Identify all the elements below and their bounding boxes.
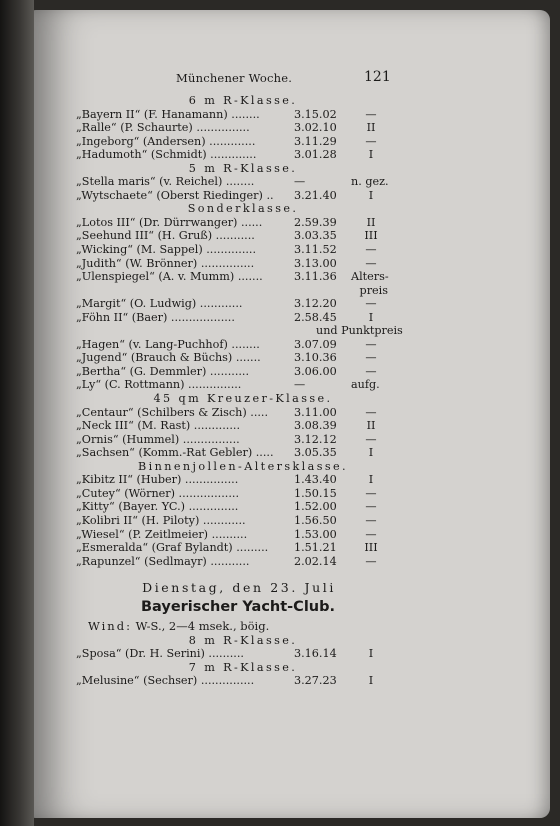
yacht-entry: „Ornis“ (Hummel) ................ xyxy=(76,432,240,446)
finish-time: 1.56.50 xyxy=(294,513,337,527)
result-row xyxy=(76,121,386,135)
result-row xyxy=(76,284,386,298)
result-row xyxy=(76,419,386,433)
yacht-entry: „Neck III“ (M. Rast) ............. xyxy=(76,419,241,433)
placing-mark: aufg. xyxy=(351,378,380,392)
result-row xyxy=(76,487,386,501)
result-row xyxy=(76,338,386,352)
finish-time: 1.43.40 xyxy=(294,473,337,487)
placing-mark: I xyxy=(368,647,374,661)
placing-mark: — xyxy=(365,500,377,514)
result-row xyxy=(76,297,386,311)
placing-mark: n. gez. xyxy=(351,175,389,189)
result-row xyxy=(76,324,403,338)
result-row xyxy=(76,175,389,189)
placing-mark: — xyxy=(365,405,377,419)
class-heading: Binnenjollen-Altersklasse. xyxy=(138,459,348,473)
yacht-entry: „Melusine“ (Sechser) ............... xyxy=(76,674,255,688)
wind-value: W-S., 2—4 msek., böig. xyxy=(135,619,270,634)
placing-mark: — xyxy=(365,513,377,527)
yacht-entry: „Cutey“ (Wörner) ................. xyxy=(76,486,240,500)
result-row xyxy=(76,541,386,555)
finish-time: 3.05.35 xyxy=(294,446,337,460)
result-row xyxy=(76,108,386,122)
finish-time: 1.52.00 xyxy=(294,500,337,514)
results-list-b xyxy=(76,634,386,688)
yacht-entry: „Ingeborg“ (Andersen) ............. xyxy=(76,134,256,148)
placing-mark: III xyxy=(364,229,378,243)
placing-mark: I xyxy=(368,148,374,162)
placing-mark: — xyxy=(365,351,377,365)
yacht-entry: „Föhn II“ (Baer) .................. xyxy=(76,310,235,324)
result-row xyxy=(76,514,386,528)
placing-mark: — xyxy=(365,243,377,257)
results-list-a xyxy=(76,94,403,568)
result-row xyxy=(76,433,386,447)
class-heading: 5 m R-Klasse. xyxy=(188,161,298,175)
yacht-entry: „Hadumoth“ (Schmidt) ............. xyxy=(76,148,257,162)
result-row xyxy=(76,311,386,325)
placing-mark: II xyxy=(366,121,376,135)
yacht-entry: „Lotos III“ (Dr. Dürrwanger) ...... xyxy=(76,215,263,229)
placing-mark: I xyxy=(368,473,374,487)
finish-time: 3.16.14 xyxy=(294,647,337,661)
result-row xyxy=(76,406,386,420)
finish-time: 3.27.23 xyxy=(294,674,337,688)
finish-time: 3.12.12 xyxy=(294,432,337,446)
finish-time: 3.07.09 xyxy=(294,337,337,351)
result-row xyxy=(76,351,386,365)
yacht-entry: „Sachsen“ (Komm.-Rat Gebler) ..... xyxy=(76,446,274,460)
finish-time: 3.11.29 xyxy=(294,134,337,148)
finish-time: 3.13.00 xyxy=(294,256,337,270)
yacht-entry: „Centaur“ (Schilbers & Zisch) ..... xyxy=(76,405,269,419)
yacht-entry: „Jugend“ (Brauch & Büchs) ....... xyxy=(76,351,261,365)
result-row xyxy=(76,473,386,487)
placing-mark: I xyxy=(368,674,374,688)
finish-time: 2.58.45 xyxy=(294,310,337,324)
yacht-entry: „Esmeralda“ (Graf Bylandt) ......... xyxy=(76,541,269,555)
page-number: 121 xyxy=(364,69,391,85)
finish-time: 3.10.36 xyxy=(294,351,337,365)
day-heading: Dienstag, den 23. Juli xyxy=(142,580,336,596)
result-row xyxy=(76,229,386,243)
placing-mark: III xyxy=(364,541,378,555)
yacht-entry: „Wytschaete“ (Oberst Riedinger) .. xyxy=(76,188,274,202)
finish-time: 3.03.35 xyxy=(294,229,337,243)
yacht-entry: „Bayern II“ (F. Hanamann) ........ xyxy=(76,107,260,121)
finish-time: 3.08.39 xyxy=(294,419,337,433)
finish-time: 3.02.10 xyxy=(294,121,337,135)
placing-mark: — xyxy=(365,134,377,148)
finish-time: 1.51.21 xyxy=(294,541,337,555)
placing-mark: — xyxy=(365,432,377,446)
class-heading: Sonderklasse. xyxy=(187,202,299,216)
yacht-entry: „Stella maris“ (v. Reichel) ........ xyxy=(76,175,255,189)
placing-mark: — xyxy=(365,297,377,311)
placing-mark: Alters- xyxy=(351,270,389,284)
finish-time: 3.12.20 xyxy=(294,297,337,311)
finish-time: — xyxy=(294,175,306,189)
finish-time: 3.21.40 xyxy=(294,188,337,202)
finish-time: — xyxy=(294,378,306,392)
finish-time: 3.11.36 xyxy=(294,270,337,284)
placing-mark: II xyxy=(366,215,376,229)
placing-mark: I xyxy=(368,446,374,460)
yacht-entry: „Hagen“ (v. Lang-Puchhof) ........ xyxy=(76,337,260,351)
yacht-entry: „Kolibri II“ (H. Piloty) ............ xyxy=(76,513,246,527)
yacht-entry: „Margit“ (O. Ludwig) ............ xyxy=(76,297,243,311)
class-heading: 6 m R-Klasse. xyxy=(188,94,298,107)
book-gutter xyxy=(0,0,34,826)
result-row xyxy=(76,674,386,688)
placing-mark: — xyxy=(365,337,377,351)
finish-time: 3.01.28 xyxy=(294,148,337,162)
finish-time: 3.06.00 xyxy=(294,364,337,378)
yacht-entry: „Wiesel“ (P. Zeitlmeier) .......... xyxy=(76,527,248,541)
yacht-entry: „Ralle“ (P. Schaurte) ............... xyxy=(76,121,250,135)
yacht-entry: „Ly“ (C. Rottmann) ............... xyxy=(76,378,242,392)
finish-time: 2.02.14 xyxy=(294,554,337,568)
prize-note: preis xyxy=(359,283,388,297)
result-row xyxy=(76,257,386,271)
club-heading: Bayerischer Yacht-Club. xyxy=(140,598,336,615)
placing-mark: — xyxy=(365,107,377,121)
yacht-entry: „Kitty“ (Bayer. YC.) .............. xyxy=(76,500,239,514)
wind-line xyxy=(88,620,386,634)
page-content xyxy=(76,69,403,688)
placing-mark: — xyxy=(365,527,377,541)
finish-time: 3.11.00 xyxy=(294,405,337,419)
placing-mark: — xyxy=(365,486,377,500)
result-row xyxy=(76,555,386,569)
page-header xyxy=(76,69,391,94)
yacht-entry: „Ulenspiegel“ (A. v. Mumm) ....... xyxy=(76,270,263,284)
placing-mark: — xyxy=(365,256,377,270)
placing-mark: I xyxy=(368,310,374,324)
result-row xyxy=(76,270,389,284)
result-row xyxy=(76,189,386,203)
yacht-entry: „Sposa“ (Dr. H. Serini) .......... xyxy=(76,647,244,661)
result-row xyxy=(76,216,386,230)
placing-mark: — xyxy=(365,364,377,378)
result-row xyxy=(76,378,386,392)
class-heading: 8 m R-Klasse. xyxy=(188,633,298,647)
class-heading: 45 qm Kreuzer-Klasse. xyxy=(153,392,333,406)
wind-label: Wind: xyxy=(88,619,132,634)
yacht-entry: „Kibitz II“ (Huber) ............... xyxy=(76,473,239,487)
result-row xyxy=(76,243,386,257)
prize-note: und Punktpreis xyxy=(316,324,403,338)
result-row xyxy=(76,365,386,379)
yacht-entry: „Wicking“ (M. Sappel) .............. xyxy=(76,243,257,257)
result-row xyxy=(76,647,386,661)
result-row xyxy=(76,446,386,460)
finish-time: 2.59.39 xyxy=(294,215,337,229)
placing-mark: I xyxy=(368,188,374,202)
finish-time: 3.15.02 xyxy=(294,107,337,121)
finish-time: 1.50.15 xyxy=(294,486,337,500)
finish-time: 3.11.52 xyxy=(294,243,337,257)
running-head: Münchener Woche. xyxy=(176,71,293,85)
yacht-entry: „Seehund III“ (H. Gruß) ........... xyxy=(76,229,255,243)
result-row xyxy=(76,500,386,514)
placing-mark: II xyxy=(366,419,376,433)
yacht-entry: „Bertha“ (G. Demmler) ........... xyxy=(76,364,250,378)
finish-time: 1.53.00 xyxy=(294,527,337,541)
placing-mark: — xyxy=(365,554,377,568)
yacht-entry: „Judith“ (W. Brönner) ............... xyxy=(76,256,255,270)
result-row xyxy=(76,528,386,542)
yacht-entry: „Rapunzel“ (Sedlmayr) ........... xyxy=(76,554,250,568)
class-heading: 7 m R-Klasse. xyxy=(188,660,298,674)
result-row xyxy=(76,148,386,162)
result-row xyxy=(76,135,386,149)
